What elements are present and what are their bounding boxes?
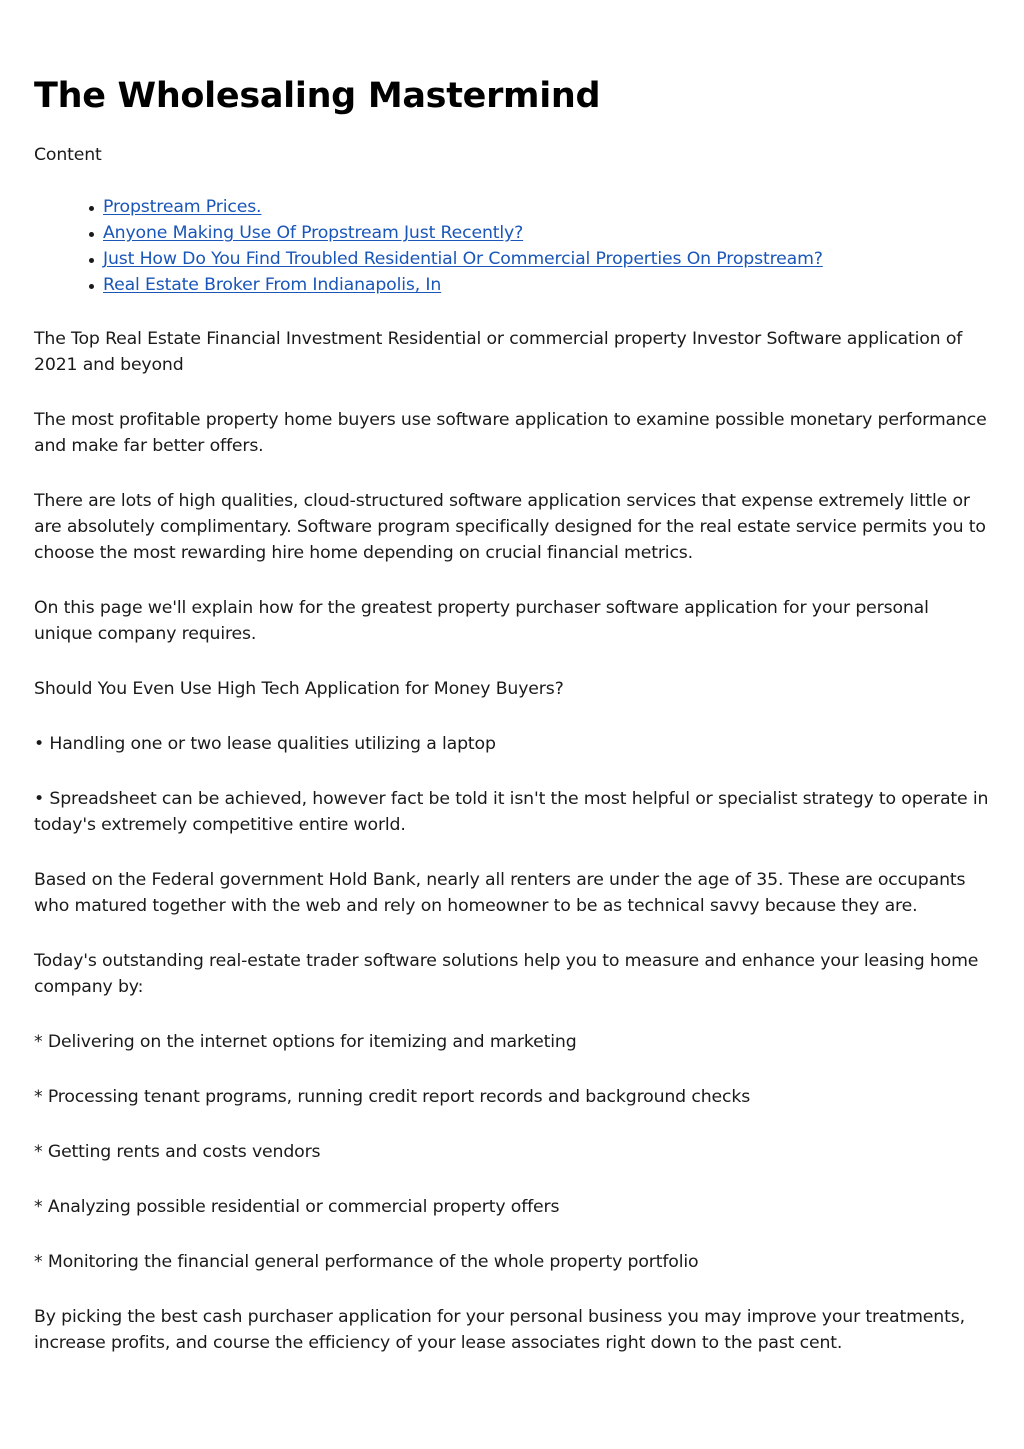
toc-link-propstream-prices[interactable]: Propstream Prices.: [103, 197, 262, 217]
paragraph: The most profitable property home buyers use software application to examine possible monetary performance and make far better offers.: [34, 410, 987, 456]
paragraph: Should You Even Use High Tech Application for Money Buyers?: [34, 679, 564, 699]
toc-item: [103, 272, 990, 298]
table-of-contents: [34, 194, 990, 298]
paragraph: • Spreadsheet can be achieved, however fact be told it isn't the most helpful or specialist strategy to operate in today's extremely competitive entire world.: [34, 789, 989, 835]
paragraph: There are lots of high qualities, cloud-structured software application services that expense extremely little or are absolutely complimentary. Software program specifically designed for the real estate service permits you to choose the most rewarding hire home depending on crucial financial metrics.: [34, 491, 986, 563]
paragraph: * Processing tenant programs, running credit report records and background checks: [34, 1087, 751, 1107]
paragraph: * Delivering on the internet options for itemizing and marketing: [34, 1032, 577, 1052]
paragraph: Based on the Federal government Hold Bank, nearly all renters are under the age of 35. These are occupants who matured together with the web and rely on homeowner to be as technical savvy because they are.: [34, 870, 966, 916]
paragraph: * Analyzing possible residential or commercial property offers: [34, 1197, 560, 1217]
page-title: The Wholesaling Mastermind: [34, 76, 601, 116]
toc-item: [103, 220, 990, 246]
toc-item: [103, 246, 990, 272]
paragraph: • Handling one or two lease qualities utilizing a laptop: [34, 734, 496, 754]
paragraph: The Top Real Estate Financial Investment Residential or commercial property Investor Software application of 2021 and beyond: [34, 329, 963, 375]
toc-label: Content: [34, 145, 102, 165]
toc-item: [103, 194, 990, 220]
article-body: [34, 326, 990, 1356]
paragraph: * Monitoring the financial general performance of the whole property portfolio: [34, 1252, 699, 1272]
toc-link-broker-indianapolis[interactable]: Real Estate Broker From Indianapolis, In: [103, 275, 442, 295]
paragraph: * Getting rents and costs vendors: [34, 1142, 321, 1162]
paragraph: On this page we'll explain how for the greatest property purchaser software application for your personal unique company requires.: [34, 598, 929, 644]
paragraph: Today's outstanding real-estate trader software solutions help you to measure and enhance your leasing home company by:: [34, 951, 979, 997]
paragraph: By picking the best cash purchaser application for your personal business you may improve your treatments, increase profits, and course the efficiency of your lease associates right down to the past cent.: [34, 1307, 965, 1353]
toc-link-anyone-using-propstream[interactable]: Anyone Making Use Of Propstream Just Recently?: [103, 223, 524, 243]
toc-link-find-troubled-properties[interactable]: Just How Do You Find Troubled Residential Or Commercial Properties On Propstream?: [103, 249, 823, 269]
